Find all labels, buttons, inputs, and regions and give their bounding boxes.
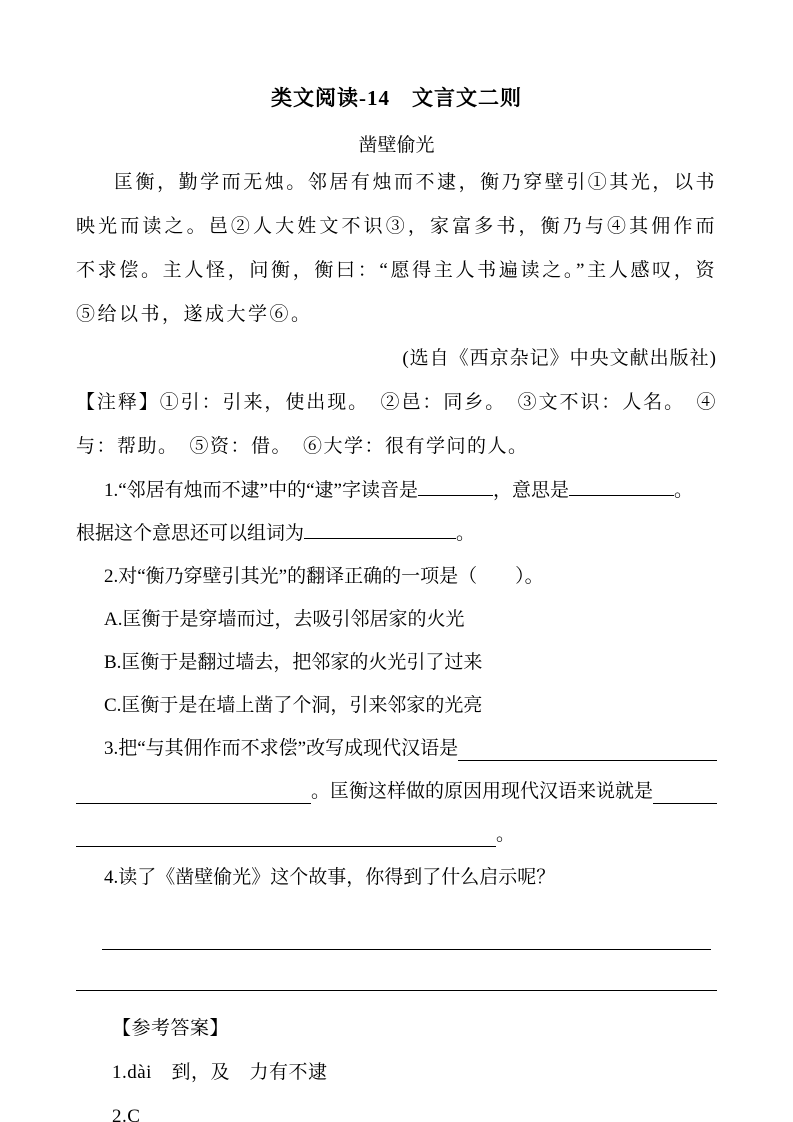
question-3-line-1 — [76, 727, 717, 770]
question-3-line-3 — [76, 813, 717, 856]
q3-blank-translation-end — [76, 781, 311, 804]
source-attribution: (选自《西京杂记》中央文献出版社) — [402, 348, 717, 369]
question-4-stem: 4.读了《凿壁偷光》这个故事，你得到了什么启示呢？ — [104, 867, 556, 888]
q1-blank-meaning — [569, 473, 674, 496]
question-2-stem: 2.对“衡乃穿壁引其光”的翻译正确的一项是（ ）。 — [104, 566, 544, 587]
answer-key-item-2: 2.C — [112, 1106, 141, 1122]
section-divider — [76, 990, 717, 991]
q3-text-2: 。匡衡这样做的原因用现代汉语来说就是 — [311, 781, 654, 802]
doc-title: 类文阅读-14 文言文二则 — [271, 86, 522, 110]
question-4 — [76, 856, 717, 950]
question-2-option-b: B.匡衡于是翻过墙去，把邻家的火光引了过来 — [104, 652, 483, 673]
answer-key-section — [76, 1007, 717, 1122]
q1-blank-pronunciation — [418, 473, 493, 496]
passage-title: 凿壁偷光 — [358, 135, 435, 156]
answer-key-heading: 【参考答案】 — [112, 1018, 230, 1039]
annotation-notes: 【注释】①引：引来，使出现。 ②邑：同乡。 ③文不识：人名。 ④与：帮助。 ⑤资：借。 ⑥大学：很有学问的人。 — [76, 392, 717, 457]
answer-key-item-1: 1.dài 到，及 力有不逮 — [112, 1062, 328, 1083]
question-2 — [76, 555, 717, 727]
q1-blank-word — [304, 516, 456, 539]
question-1-line-2 — [76, 512, 717, 555]
q3-text-3: 。 — [496, 824, 516, 845]
question-1 — [76, 469, 717, 555]
q1-text-3: 。 — [674, 480, 694, 501]
q4-answer-blank — [102, 905, 711, 950]
q1-text-5: 。 — [456, 523, 476, 544]
question-2-option-c: C.匡衡于是在墙上凿了个洞，引来邻家的光亮 — [104, 695, 483, 716]
q1-text-1: 1.“邻居有烛而不逮”中的“逮”字读音是 — [104, 480, 418, 501]
question-2-option-a: A.匡衡于是穿墙而过，去吸引邻居家的火光 — [104, 609, 465, 630]
question-1-line-1 — [76, 469, 717, 512]
question-3 — [76, 727, 717, 856]
q1-text-2: ，意思是 — [492, 480, 569, 501]
passage-text: 匡衡，勤学而无烛。邻居有烛而不逮，衡乃穿壁引①其光，以书映光而读之。邑②人大姓文不识③，家富多书，衡乃与④其佣作而不求偿。主人怪，问衡，衡曰：“愿得主人书遍读之。”主人感叹，资⑤给以书，遂成大学⑥。 — [76, 172, 717, 325]
q3-blank-reason-end — [76, 824, 496, 847]
q3-blank-reason-start — [653, 781, 717, 804]
question-3-line-2 — [76, 770, 717, 813]
q3-blank-translation-start — [458, 738, 717, 761]
q3-text-1: 3.把“与其佣作而不求偿”改写成现代汉语是 — [104, 738, 459, 759]
q1-text-4: 根据这个意思还可以组词为 — [76, 523, 305, 544]
